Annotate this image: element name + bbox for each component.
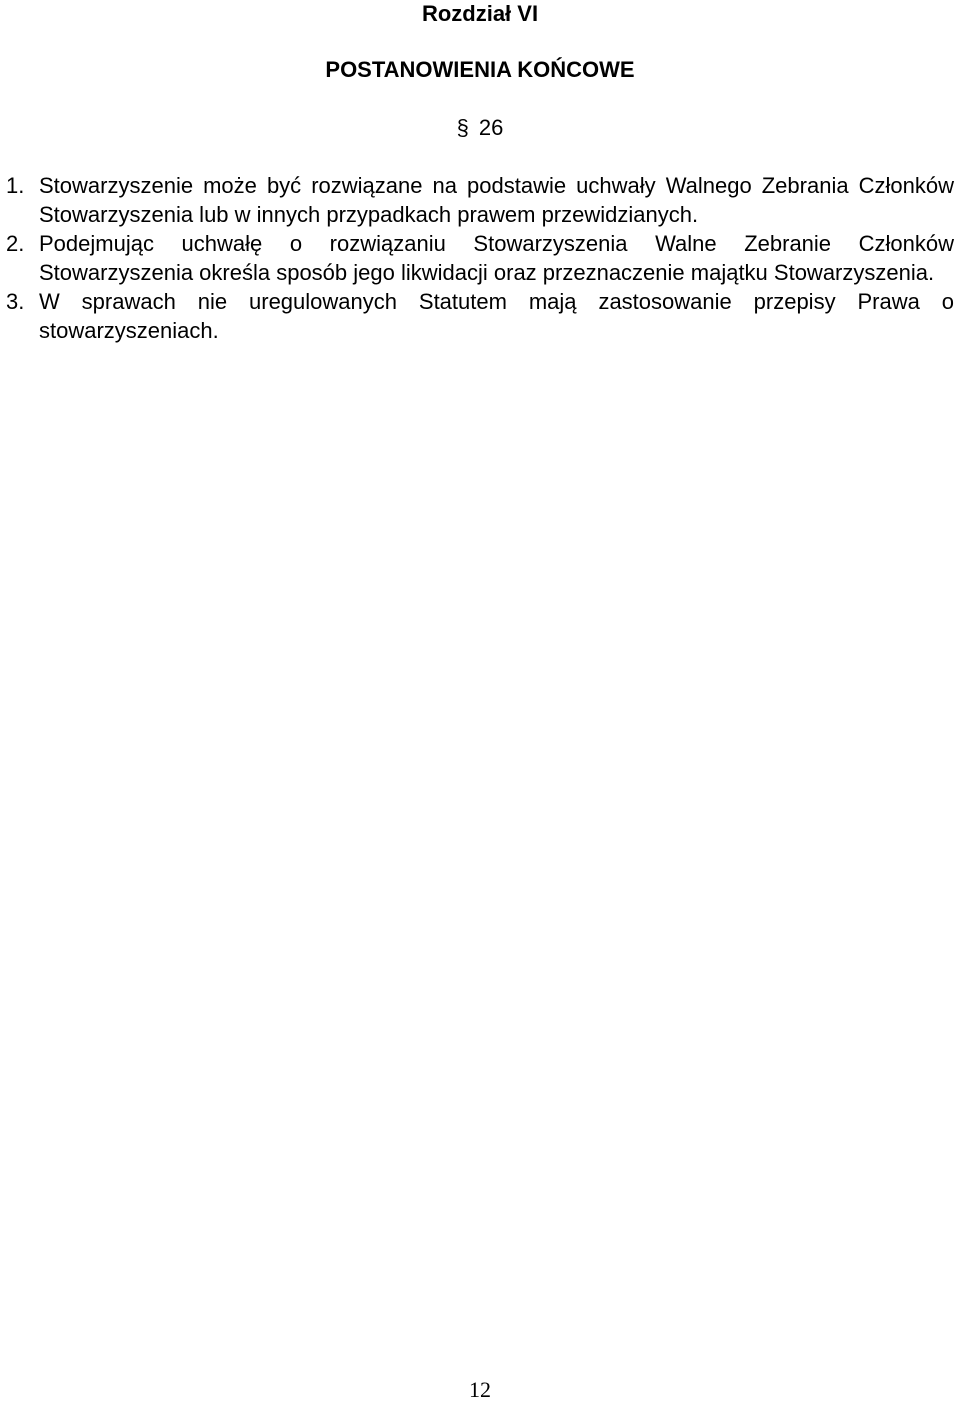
list-item-number: 3.: [6, 289, 25, 314]
list-item: [6, 229, 954, 287]
list-item: [6, 287, 954, 345]
paragraph-number: 26: [478, 115, 504, 140]
chapter-heading: Rozdział VI: [421, 1, 539, 26]
list-item-number: 2.: [6, 231, 25, 256]
list-item-text: Podejmując uchwałę o rozwiązaniu Stowarzyszenia Walne Zebranie Członków Stowarzyszenia określa sposób jego likwidacji oraz przeznaczenie majątku Stowarzyszenia.: [39, 231, 954, 285]
list-item-number: 1.: [6, 173, 25, 198]
page-number: 12: [469, 1377, 491, 1402]
list-item-text: Stowarzyszenie może być rozwiązane na podstawie uchwały Walnego Zebrania Członków Stowarzyszenia lub w innych przypadkach prawem przewidzianych.: [39, 173, 954, 227]
paragraph-heading: [0, 114, 960, 142]
document-body: [6, 171, 954, 345]
list-item-text: W sprawach nie uregulowanych Statutem mają zastosowanie przepisy Prawa o stowarzyszeniach.: [39, 289, 954, 343]
list-item: [6, 171, 954, 229]
section-title: POSTANOWIENIA KOŃCOWE: [325, 57, 635, 82]
paragraph-sign: §: [456, 115, 469, 140]
